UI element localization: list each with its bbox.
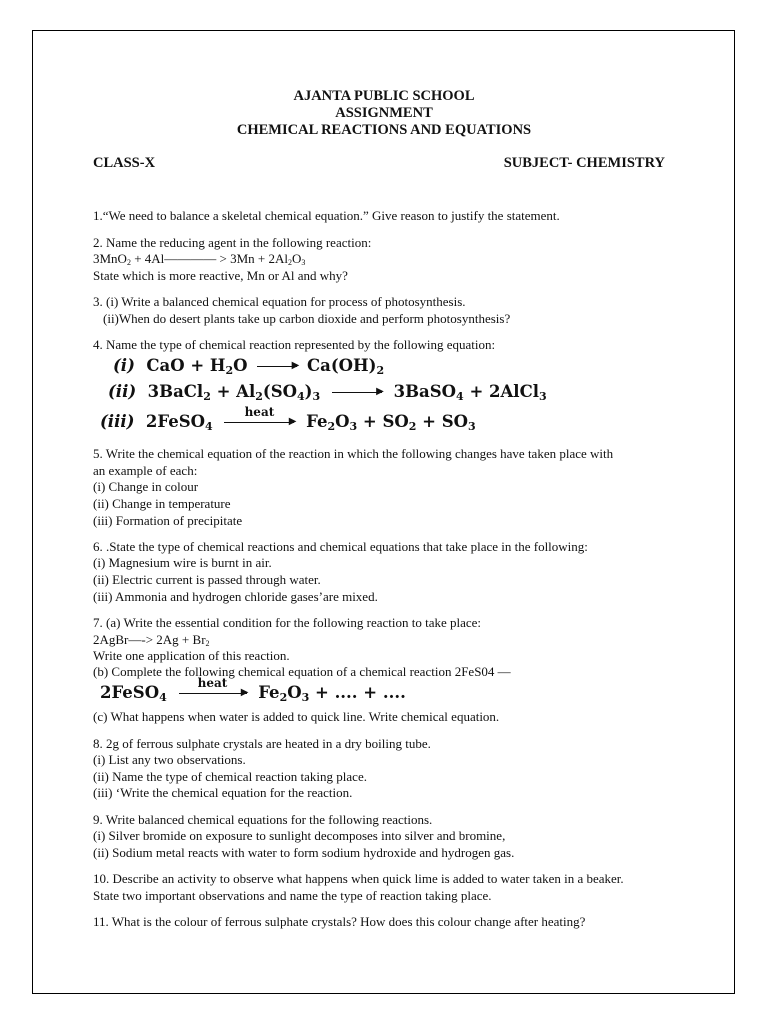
- question-7-part-b: (b) Complete the following chemical equation of a chemical reaction 2FeS04 —: [93, 664, 511, 679]
- question-7-part-c: (c) What happens when water is added to quick line. Write chemical equation.: [93, 709, 500, 724]
- question-3-part-ii: (ii)When do desert plants take up carbon dioxide and perform photosynthesis?: [103, 311, 511, 326]
- question-9: 9. Write balanced chemical equations for the following reactions.: [93, 812, 433, 827]
- question-7-part-a: 7. (a) Write the essential condition for the following reaction to take place:: [93, 615, 482, 630]
- equation-4-i: (i) CaO + $H_2O$ ▶ $Ca(OH)_2$: [113, 356, 385, 377]
- school-name: AJANTA PUBLIC SCHOOL: [293, 88, 475, 104]
- document-type: ASSIGNMENT: [335, 105, 433, 121]
- question-5-line-2: an example of each:: [93, 463, 198, 478]
- question-6-item-iii: (iii) Ammonia and hydrogen chloride gases’are mixed.: [93, 589, 378, 604]
- question-11: 11. What is the colour of ferrous sulphate crystals? How does this colour change after heating?: [93, 914, 586, 929]
- question-2-follow-up: State which is more reactive, Mn or Al and why?: [93, 268, 348, 283]
- question-6-item-ii: (ii) Electric current is passed through water.: [93, 572, 321, 587]
- question-3-part-i: 3. (i) Write a balanced chemical equation for process of photosynthesis.: [93, 294, 466, 309]
- question-9-item-i: (i) Silver bromide on exposure to sunlight decomposes into silver and bromine,: [93, 828, 506, 843]
- question-5-item-iii: (iii) Formation of precipitate: [93, 513, 243, 528]
- question-8: 8. 2g of ferrous sulphate crystals are heated in a dry boiling tube.: [93, 736, 431, 751]
- class-label: CLASS-X: [93, 155, 156, 171]
- question-8-item-i: (i) List any two observations.: [93, 752, 246, 767]
- question-1: 1.“We need to balance a skeletal chemical equation.” Give reason to justify the statement.: [93, 208, 560, 223]
- question-10: 10. Describe an activity to observe what happens when quick lime is added to water taken in a beaker.: [93, 871, 624, 886]
- question-5: 5. Write the chemical equation of the reaction in which the following changes have taken place with: [93, 446, 614, 461]
- heat-arrow: heat ▶: [179, 693, 247, 695]
- question-2: 2. Name the reducing agent in the following reaction:: [93, 235, 372, 250]
- question-6-item-i: (i) Magnesium wire is burnt in air.: [93, 555, 272, 570]
- question-5-item-ii: (ii) Change in temperature: [93, 496, 231, 511]
- question-7-equation: 2AgBr—-> $2Ag + Br_2$: [93, 632, 210, 648]
- question-8-item-ii: (ii) Name the type of chemical reaction taking place.: [93, 769, 367, 784]
- question-4: 4. Name the type of chemical reaction represented by the following equation:: [93, 337, 496, 352]
- equation-4-iii: (iii) 2FeSO$_4$ heat ▶ $Fe_2O_3 + SO_2 + SO_3$: [100, 404, 476, 433]
- reaction-arrow: ▶: [257, 366, 297, 368]
- reaction-arrow: ▶: [332, 392, 382, 394]
- equation-4-ii: (ii) 3BaCl$_2$ + $Al_2(SO_4)_3$ ▶ 3BaSO$_4$ + 2AlCl$_3$: [108, 382, 547, 403]
- question-6: 6. .State the type of chemical reactions and chemical equations that take place in the following:: [93, 539, 588, 554]
- question-2-equation: 3MnO$_2$ + 4Al———— > $3Mn + 2Al_2O_3$: [93, 251, 306, 267]
- question-5-item-i: (i) Change in colour: [93, 479, 199, 494]
- assignment-topic: CHEMICAL REACTIONS AND EQUATIONS: [236, 122, 532, 138]
- question-10-line-2: State two important observations and name the type of reaction taking place.: [93, 888, 492, 903]
- question-7-application: Write one application of this reaction.: [93, 648, 290, 663]
- heat-arrow: heat ▶: [224, 422, 294, 424]
- question-9-item-ii: (ii) Sodium metal reacts with water to form sodium hydroxide and hydrogen gas.: [93, 845, 515, 860]
- subject-label: SUBJECT- CHEMISTRY: [503, 155, 665, 171]
- equation-7-b: 2FeSO$_4$ heat ▶ $Fe_2O_3$ + .... + ....: [100, 675, 406, 704]
- question-8-item-iii: (iii) ‘Write the chemical equation for the reaction.: [93, 785, 353, 800]
